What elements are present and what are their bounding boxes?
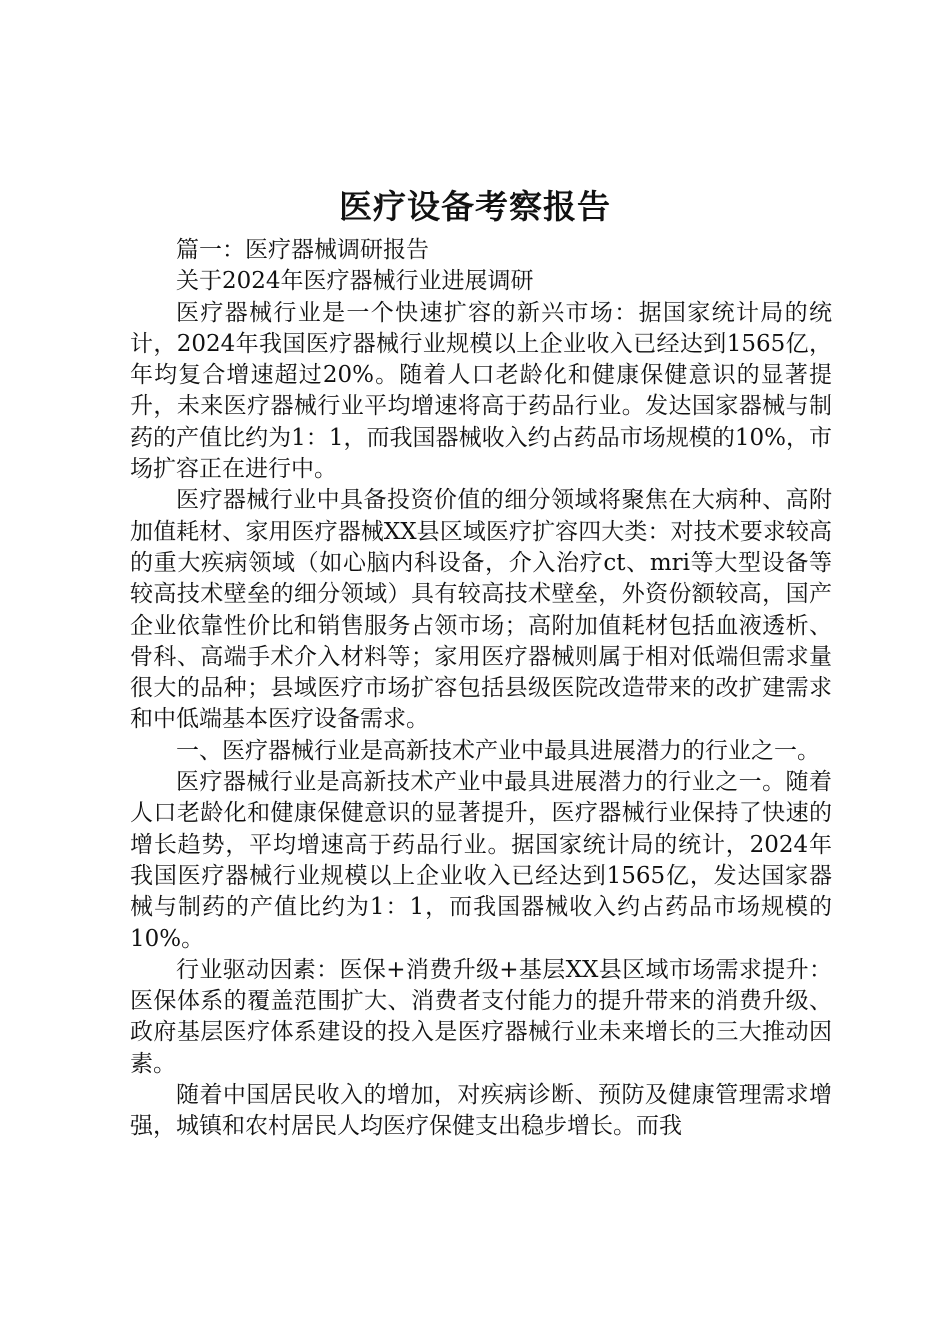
- paragraph: 医疗器械行业是高新技术产业中最具进展潜力的行业之一。随着人口老龄化和健康保健意识的显著提升，医疗器械行业保持了快速的增长趋势，平均增速高于药品行业。据国家统计局的统计，2024年我国医疗器械行业规模以上企业收入已经达到1565亿，发达国家器械与制药的产值比约为1：1，而我国器械收入约占药品市场规模的10%。: [130, 769, 832, 952]
- paragraph: 随着中国居民收入的增加，对疾病诊断、预防及健康管理需求增强，城镇和农村居民人均医疗保健支出稳步增长。而我: [130, 1082, 832, 1140]
- paragraph-section-heading: 篇一：医疗器械调研报告: [176, 237, 429, 263]
- document-title: 医疗设备考察报告: [339, 187, 611, 226]
- paragraph: 医疗器械行业是一个快速扩容的新兴市场：据国家统计局的统计，2024年我国医疗器械行业规模以上企业收入已经达到1565亿，年均复合增速超过20%。随着人口老龄化和健康保健意识的显著提升，未来医疗器械行业平均增速将高于药品行业。发达国家器械与制药的产值比约为1：1，而我国器械收入约占药品市场规模的10%，市场扩容正在进行中。: [130, 299, 832, 483]
- document-body: [130, 235, 832, 1143]
- paragraph: 医疗器械行业中具备投资价值的细分领域将聚焦在大病种、高附加值耗材、家用医疗器械XX县区域医疗扩容四大类：对技术要求较高的重大疾病领域（如心脑内科设备，介入治疗ct、mri等大型设备等较高技术壁垒的细分领域）具有较高技术壁垒，外资份额较高，国产企业依靠性价比和销售服务占领市场；高附加值耗材包括血液透析、骨科、高端手术介入材料等；家用医疗器械则属于相对低端但需求量很大的品种；县域医疗市场扩容包括县级医院改造带来的改扩建需求和中低端基本医疗设备需求。: [130, 487, 832, 733]
- paragraph-subtitle: 关于2024年医疗器械行业进展调研: [176, 268, 534, 295]
- paragraph-heading: 一、医疗器械行业是高新技术产业中最具进展潜力的行业之一。: [176, 737, 820, 764]
- paragraph: 行业驱动因素：医保+消费升级+基层XX县区域市场需求提升：医保体系的覆盖范围扩大、消费者支付能力的提升带来的消费升级、政府基层医疗体系建设的投入是医疗器械行业未来增长的三大推动因素。: [130, 956, 832, 1077]
